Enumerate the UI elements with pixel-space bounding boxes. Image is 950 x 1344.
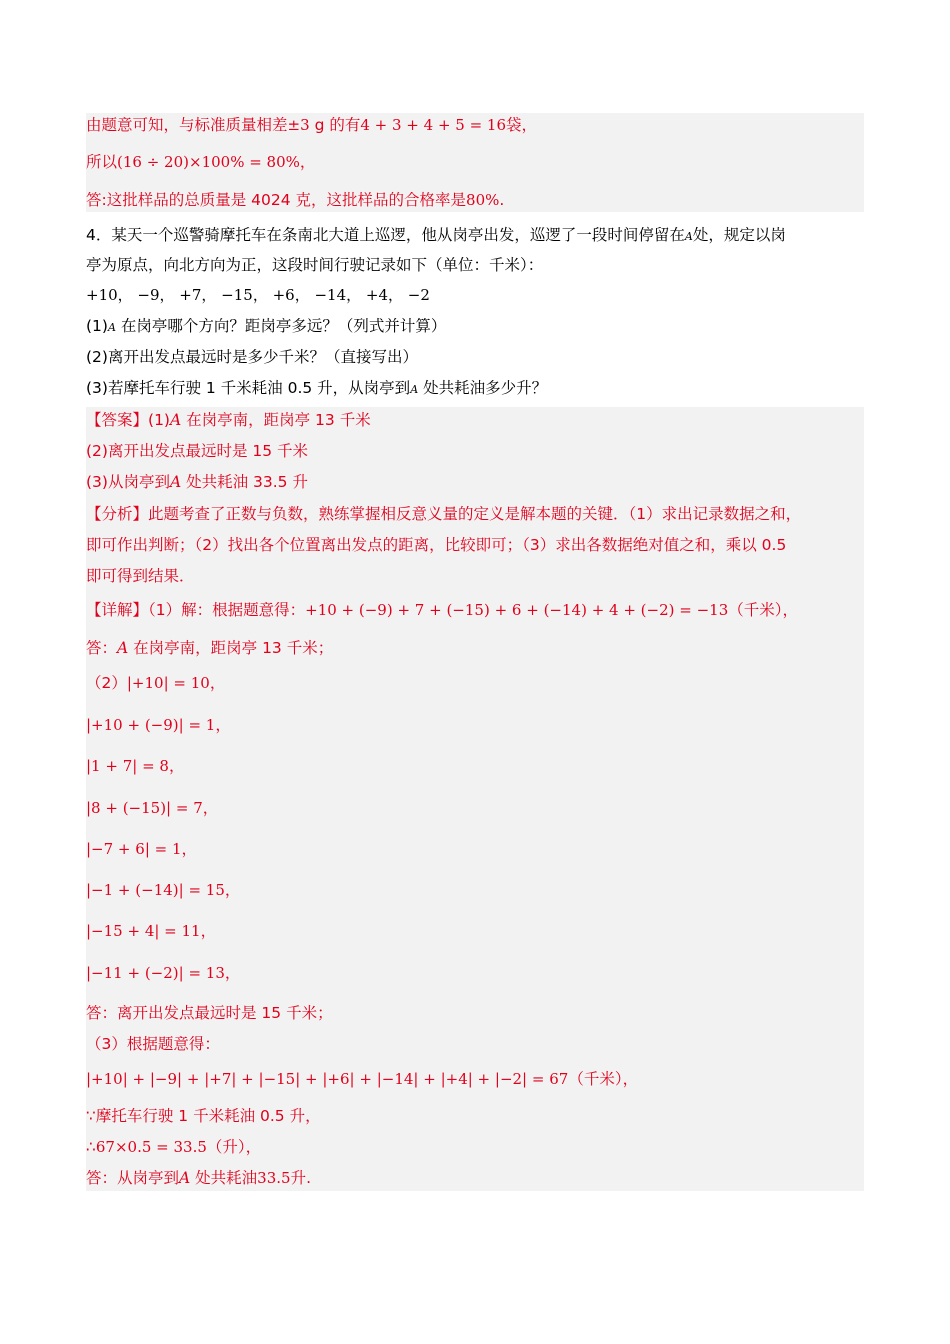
question-part-1: (1)A 在岗亭哪个方向？距岗亭多远？（列式并计算） — [86, 317, 447, 335]
detail-step-6: |−1 + (−14)| = 15， — [86, 881, 241, 899]
analysis-line-3: 即可得到结果． — [86, 567, 195, 585]
detail-step-4: |8 + (−15)| = 7， — [86, 799, 219, 817]
prev-solution-line-2: 所以(16 ÷ 20)×100% = 80%， — [86, 153, 316, 171]
analysis-line-2: 即可作出判断；（2）找出各个位置离出发点的距离，比较即可；（3）求出各数据绝对值之和，乘以 0.5 — [86, 536, 787, 554]
question-line-1: 4．某天一个巡警骑摩托车在条南北大道上巡逻，他从岗亭出发，巡逻了一段时间停留在A处，规定以岗 — [86, 226, 786, 244]
detail-step-3: |1 + 7| = 8， — [86, 757, 185, 775]
question-part-2: (2)离开出发点最远时是多少千米？（直接写出） — [86, 348, 418, 366]
question-records: +10， −9， +7， −15， +6， −14， +4， −2 — [86, 286, 430, 304]
detail-part-3-intro: （3）根据题意得： — [86, 1035, 220, 1053]
answer-line-2: (2)离开出发点最远时是 15 千米 — [86, 442, 309, 460]
detail-step-7: |−15 + 4| = 11， — [86, 922, 217, 940]
detail-answer-2: 答：离开出发点最远时是 15 千米； — [86, 1004, 333, 1022]
detail-step-1: （2）|+10| = 10， — [86, 674, 226, 692]
detail-step-2: |+10 + (−9)| = 1， — [86, 716, 231, 734]
detail-part-3-sum: |+10| + |−9| + |+7| + |−15| + |+6| + |−14| + |+4| + |−2| = 67（千米）， — [86, 1070, 639, 1088]
analysis-line-1: 【分析】此题考查了正数与负数，熟练掌握相反意义量的定义是解本题的关键．（1）求出记录数据之和， — [86, 505, 802, 523]
detail-part-3-therefore: ∴67×0.5 = 33.5（升）， — [86, 1138, 262, 1156]
prev-solution-line-3: 答:这批样品的总质量是 4024 克，这批样品的合格率是80%. — [86, 191, 505, 209]
answer-line-3: (3)从岗亭到A 处共耗油 33.5 升 — [86, 473, 308, 491]
detail-line-2: 答：A 在岗亭南，距岗亭 13 千米； — [86, 639, 334, 657]
question-line-2: 亭为原点，向北方向为正，这段时间行驶记录如下（单位：千米）： — [86, 256, 544, 274]
detail-step-8: |−11 + (−2)| = 13， — [86, 964, 241, 982]
detail-final-answer: 答：从岗亭到A 处共耗油33.5升. — [86, 1169, 311, 1187]
detail-part-3-because: ∵摩托车行驶 1 千米耗油 0.5 升， — [86, 1107, 321, 1125]
prev-solution-line-1: 由题意可知，与标准质量相差±3 g 的有4 + 3 + 4 + 5 = 16袋， — [86, 116, 538, 134]
answer-line-1: 【答案】(1)A 在岗亭南，距岗亭 13 千米 — [86, 411, 371, 429]
detail-line-1: 【详解】（1）解：根据题意得：+10 + (−9) + 7 + (−15) + 6 + (−14) + 4 + (−2) = −13（千米）， — [86, 601, 799, 619]
question-part-3: (3)若摩托车行驶 1 千米耗油 0.5 升，从岗亭到A 处共耗油多少升？ — [86, 379, 548, 397]
detail-step-5: |−7 + 6| = 1， — [86, 840, 198, 858]
